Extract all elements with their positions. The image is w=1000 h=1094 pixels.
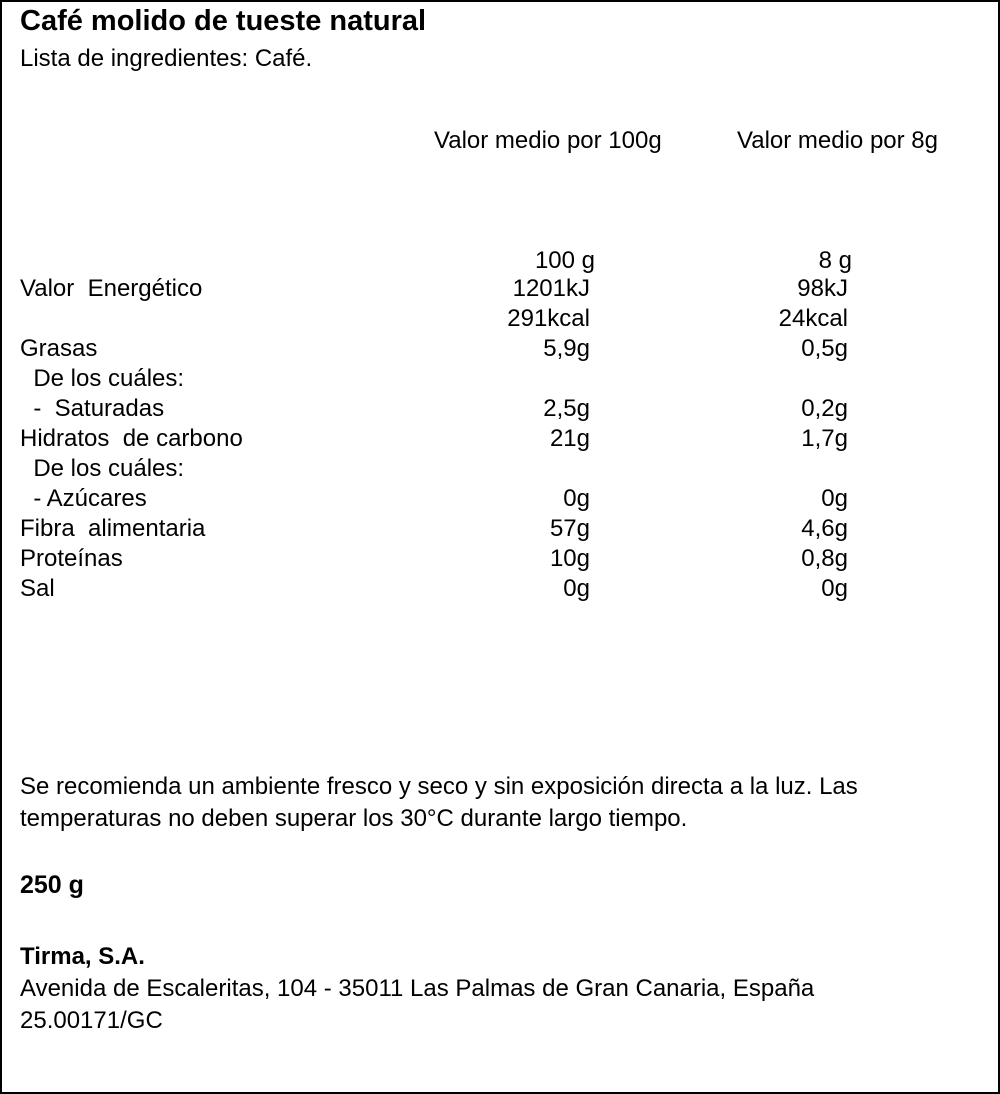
storage-line-1: Se recomienda un ambiente fresco y seco y sin exposición directa a la luz. Las xyxy=(20,773,858,800)
nutrient-value-100g: 0g xyxy=(563,575,590,602)
nutrient-value-8g: 0g xyxy=(821,485,848,512)
nutrient-label: Grasas xyxy=(20,335,98,362)
registry-number: 25.00171/GC xyxy=(20,1007,163,1034)
nutrient-label: De los cuáles: xyxy=(20,365,185,392)
portion-8g: 8 g xyxy=(818,247,852,274)
nutrient-value-100g: 0g xyxy=(563,485,590,512)
storage-line-2: temperaturas no deben superar los 30°C durante largo tiempo. xyxy=(20,805,688,832)
nutrient-label: Sal xyxy=(20,575,55,602)
nutrient-value-8g: 24kcal xyxy=(778,305,848,332)
product-title: Café molido de tueste natural xyxy=(20,5,427,37)
nutrient-value-100g: 1201kJ xyxy=(512,275,590,302)
nutrient-value-8g: 0,5g xyxy=(801,335,848,362)
nutrient-label: Fibra alimentaria xyxy=(20,515,206,542)
nutrient-label: - Saturadas xyxy=(20,395,165,422)
net-weight: 250 g xyxy=(20,871,84,899)
company-address: Avenida de Escaleritas, 104 - 35011 Las Palmas de Gran Canaria, España xyxy=(20,975,815,1002)
header-per-8g: Valor medio por 8g xyxy=(737,127,938,154)
nutrient-label: Proteínas xyxy=(20,545,123,572)
nutrient-value-8g: 0g xyxy=(821,575,848,602)
nutrient-value-100g: 57g xyxy=(549,515,590,542)
ingredients-list: Lista de ingredientes: Café. xyxy=(20,45,313,72)
nutrient-label: Valor Energético xyxy=(20,275,203,302)
company-name: Tirma, S.A. xyxy=(20,943,145,970)
nutrient-value-8g: 1,7g xyxy=(801,425,848,452)
nutrient-value-8g: 4,6g xyxy=(801,515,848,542)
portion-100g: 100 g xyxy=(534,247,595,274)
header-per-100g: Valor medio por 100g xyxy=(434,127,662,154)
nutrient-value-8g: 0,8g xyxy=(801,545,848,572)
nutrient-label: - Azúcares xyxy=(20,485,147,512)
nutrient-value-8g: 98kJ xyxy=(797,275,848,302)
nutrient-label: De los cuáles: xyxy=(20,455,185,482)
nutrient-value-100g: 2,5g xyxy=(543,395,590,422)
nutrient-value-8g: 0,2g xyxy=(801,395,848,422)
nutrient-value-100g: 10g xyxy=(549,545,590,572)
nutrient-value-100g: 291kcal xyxy=(507,305,590,332)
nutrient-value-100g: 21g xyxy=(549,425,590,452)
nutrient-value-100g: 5,9g xyxy=(543,335,590,362)
nutrient-label: Hidratos de carbono xyxy=(20,425,243,452)
